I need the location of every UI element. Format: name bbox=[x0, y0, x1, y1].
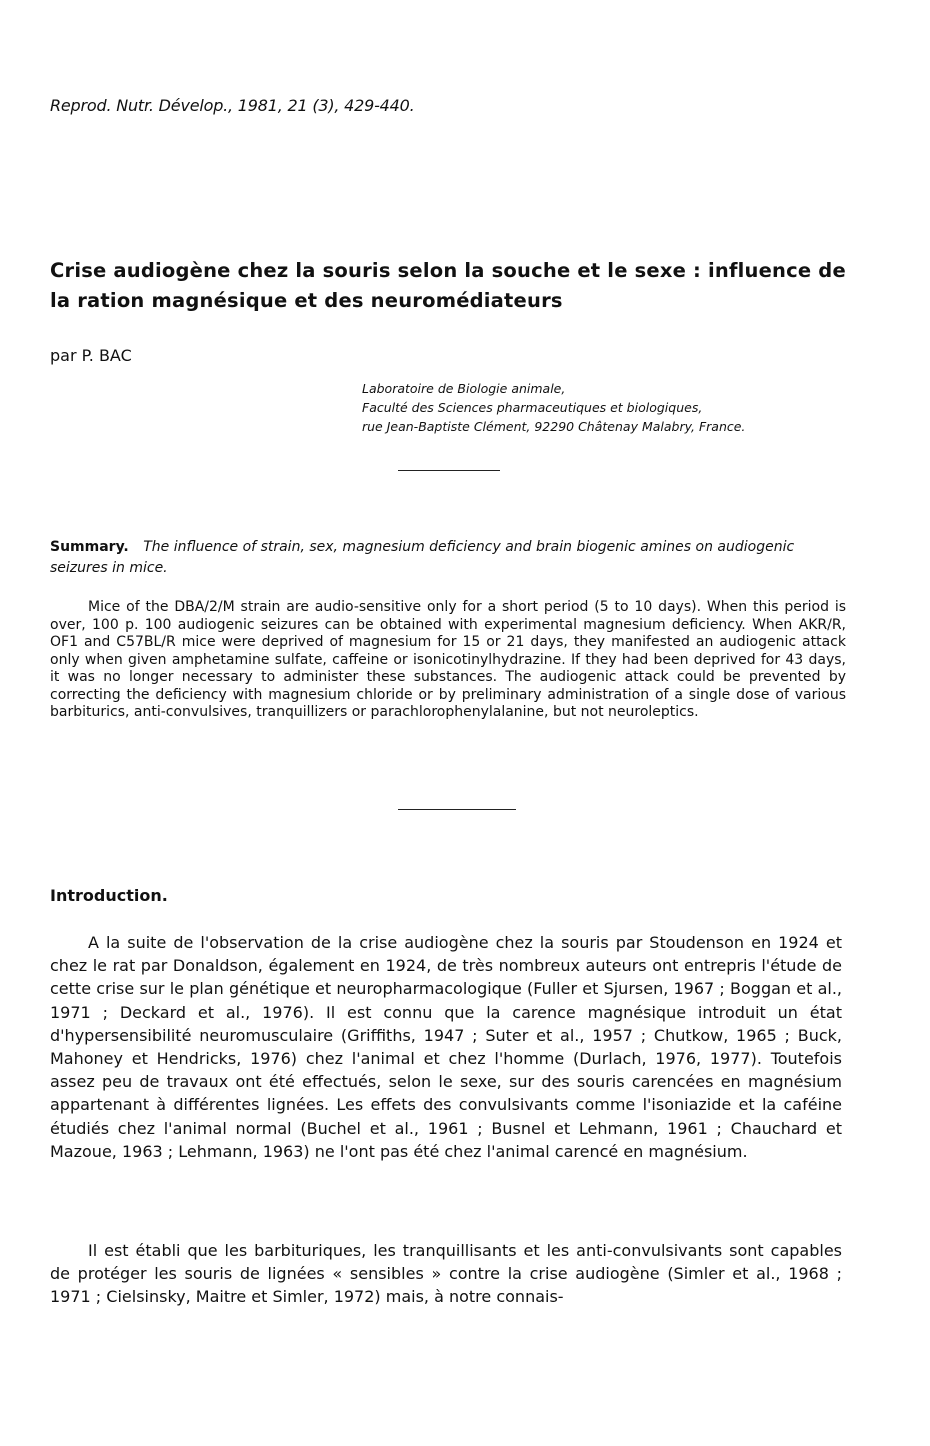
separator-rule bbox=[398, 809, 516, 810]
summary-label: Summary. bbox=[50, 539, 129, 555]
summary-english-title: The influence of strain, sex, magnesium deficiency and brain biogenic amines on audiogenic seizures in mice. bbox=[50, 539, 795, 576]
affiliation-line: Faculté des Sciences pharmaceutiques et biologiques, bbox=[362, 400, 703, 415]
affiliation bbox=[362, 379, 832, 436]
section-heading-introduction: Introduction. bbox=[50, 886, 168, 905]
introduction-paragraph: A la suite de l'observation de la crise audiogène chez la souris par Stoudenson en 1924 et chez le rat par Donaldson, également en 1924, de très nombreux auteurs ont entrepris l'étude de cette crise sur le plan génétique et neuropharmacologique (Fuller et Sjursen, 1967 ; Boggan et al., 1971 ; Deckard et al., 1976). Il est connu que la carence magnésique introduit un état d'hypersensibilité neuromusculaire (Griffiths, 1947 ; Suter et al., 1957 ; Chutkow, 1965 ; Buck, Mahoney et Hendricks, 1976) chez l'animal et chez l'homme (Durlach, 1976, 1977). Toutefois assez peu de travaux ont été effectués, selon le sexe, sur des souris carencées en magnésium appartenant à différentes lignées. Les effets des convulsivants comme l'isoniazide et la caféine étudiés chez l'animal normal (Buchel et al., 1961 ; Busnel et Lehmann, 1961 ; Chauchard et Mazoue, 1963 ; Lehmann, 1963) ne l'ont pas été chez l'animal carencé en magnésium. bbox=[50, 933, 842, 1161]
introduction-paragraph: Il est établi que les barbituriques, les tranquillisants et les anti-convulsivants sont capables de protéger les souris de lignées « sensibles » contre la crise audiogène (Simler et al., 1968 ; 1971 ; Cielsinsky, Maitre et Simler, 1972) mais, à notre connais- bbox=[50, 1241, 842, 1307]
article-title: Crise audiogène chez la souris selon la souche et le sexe : influence de la ration magnésique et des neuromédiateurs bbox=[50, 259, 846, 312]
affiliation-line: Laboratoire de Biologie animale, bbox=[362, 381, 566, 396]
affiliation-line: rue Jean-Baptiste Clément, 92290 Châtenay Malabry, France. bbox=[362, 419, 746, 434]
journal-reference: Reprod. Nutr. Dévelop., 1981, 21 (3), 429-440. bbox=[50, 96, 415, 115]
separator-rule bbox=[398, 470, 500, 471]
summary-heading bbox=[50, 537, 850, 579]
summary-text: Mice of the DBA/2/M strain are audio-sensitive only for a short period (5 to 10 days). When this period is over, 100 p. 100 audiogenic seizures can be obtained with experimental magnesium deficiency. When AKR/R, OF1 and C57BL/R mice were deprived of magnesium for 15 or 21 days, they manifested an audiogenic attack only when given amphetamine sulfate, caffeine or isonicotinylhydrazine. If they had been deprived for 43 days, it was no longer necessary to administer these substances. The audiogenic attack could be prevented by correcting the deficiency with magnesium chloride or by preliminary administration of a single dose of various barbiturics, anti-convulsives, tranquillizers or parachlorophenylalanine, but not neuroleptics. bbox=[50, 599, 846, 720]
author-line: par P. BAC bbox=[50, 346, 132, 365]
